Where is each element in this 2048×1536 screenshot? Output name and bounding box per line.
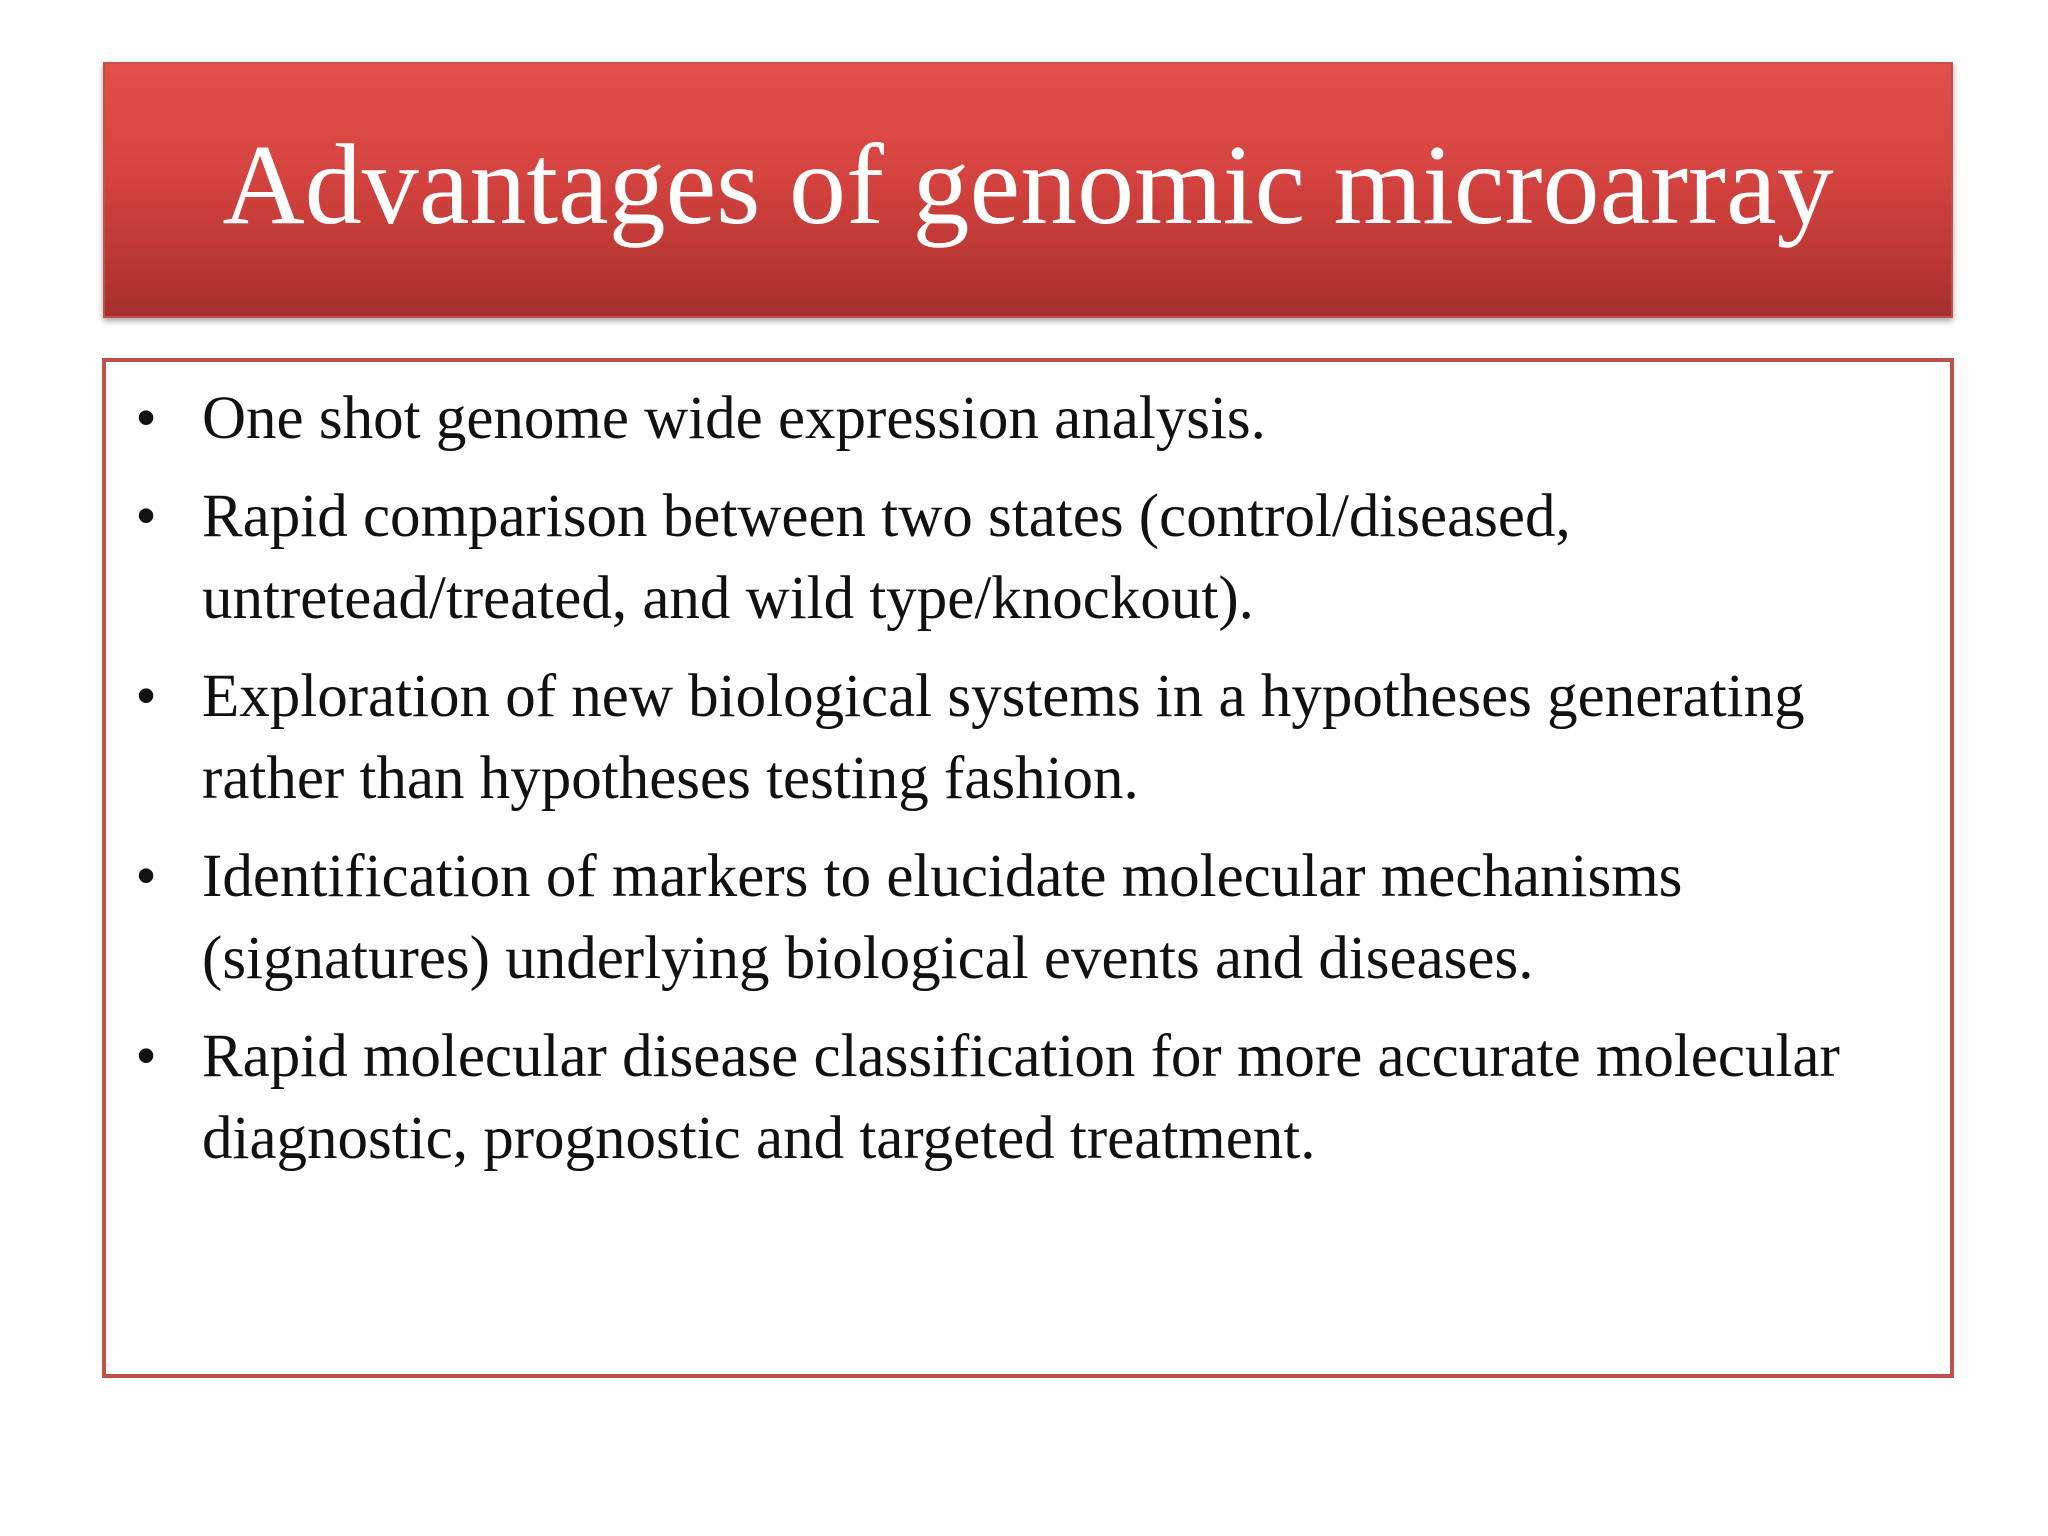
bullet-text: One shot genome wide expression analysis. — [202, 385, 1266, 452]
slide-title: Advantages of genomic microarray — [222, 121, 1834, 248]
bullet-icon: • — [135, 663, 157, 730]
bullet-item — [106, 1016, 1950, 1180]
bullet-icon: • — [135, 843, 157, 910]
bullet-list — [106, 378, 1950, 1196]
bullet-text: Identification of markers to elucidate molecular mechanisms (signatures) underlying biological events and diseases. — [202, 843, 1683, 992]
content-box — [102, 358, 1954, 1378]
bullet-text: Rapid comparison between two states (control/diseased, untretead/treated, and wild type/knockout). — [202, 483, 1571, 632]
bullet-text: Rapid molecular disease classification for more accurate molecular diagnostic, prognostic and targeted treatment. — [202, 1023, 1840, 1172]
bullet-icon: • — [135, 483, 157, 550]
bullet-item — [106, 836, 1950, 1000]
bullet-icon: • — [135, 1023, 157, 1090]
bullet-text: Exploration of new biological systems in a hypotheses generating rather than hypotheses testing fashion. — [202, 663, 1805, 812]
bullet-item — [106, 378, 1950, 460]
bullet-icon: • — [135, 385, 157, 452]
bullet-item — [106, 656, 1950, 820]
bullet-item — [106, 476, 1950, 640]
title-banner — [103, 62, 1953, 318]
